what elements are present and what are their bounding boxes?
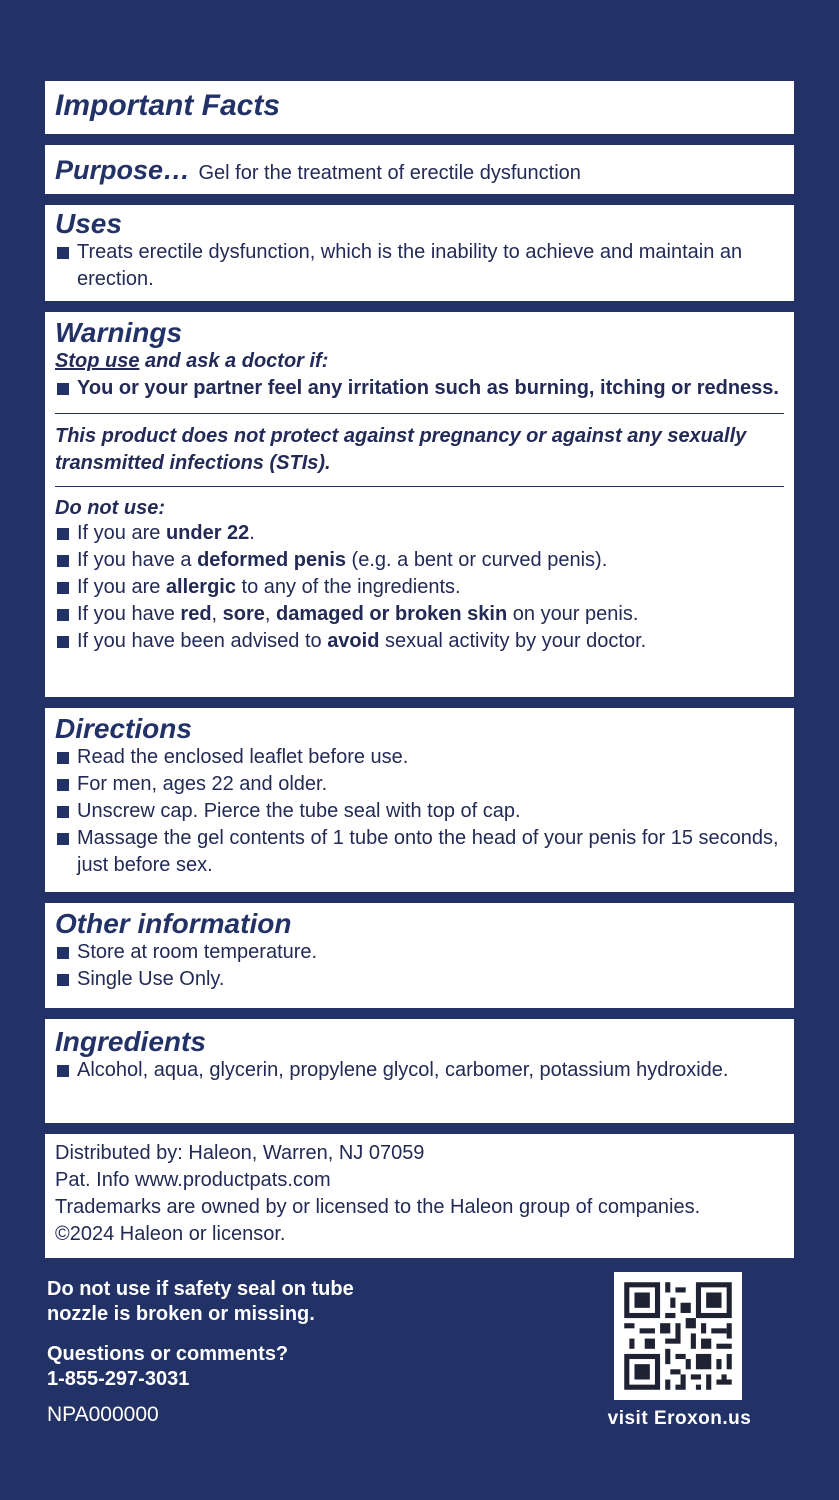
- purpose-panel: [45, 145, 794, 194]
- copyright-line: ©2024 Haleon or licensor.: [55, 1223, 286, 1245]
- ingredients-panel: [45, 1019, 794, 1123]
- ingredients-heading: Ingredients: [55, 1026, 206, 1057]
- list-item: Single Use Only.: [55, 966, 784, 993]
- bullet-square-icon: [57, 528, 69, 540]
- purpose-heading: Purpose…: [55, 155, 191, 185]
- uses-heading: Uses: [55, 208, 122, 239]
- bullet-square-icon: [57, 555, 69, 567]
- visit-website-link[interactable]: visit Eroxon.us: [607, 1408, 752, 1429]
- patent-line: Pat. Info www.productpats.com: [55, 1169, 331, 1191]
- bullet-square-icon: [57, 636, 69, 648]
- other-info-heading: Other information: [55, 908, 292, 939]
- list-item: You or your partner feel any irritation such as burning, itching or redness.: [55, 375, 784, 402]
- divider: [55, 413, 784, 414]
- qr-code-graphic: [614, 1272, 742, 1400]
- stop-use-line: Stop use and ask a doctor if:: [55, 350, 329, 372]
- distribution-panel: [45, 1134, 794, 1258]
- title-panel: [45, 81, 794, 134]
- bullet-square-icon: [57, 609, 69, 621]
- sti-notice: This product does not protect against pregnancy or against any sexually transmitted infections (STIs).: [55, 425, 747, 474]
- directions-heading: Directions: [55, 713, 192, 744]
- bullet-square-icon: [57, 247, 69, 259]
- distributor-line: Distributed by: Haleon, Warren, NJ 07059: [55, 1142, 425, 1164]
- list-item: For men, ages 22 and older.: [55, 771, 784, 798]
- product-code: NPA000000: [47, 1403, 159, 1426]
- list-item: Treats erectile dysfunction, which is the inability to achieve and maintain an erection.: [55, 239, 784, 293]
- questions-label: Questions or comments?: [47, 1343, 289, 1365]
- bullet-square-icon: [57, 1065, 69, 1077]
- warnings-panel: [45, 312, 794, 697]
- bullet-square-icon: [57, 974, 69, 986]
- list-item: Read the enclosed leaflet before use.: [55, 744, 784, 771]
- do-not-use-heading: Do not use:: [55, 497, 165, 519]
- bullet-square-icon: [57, 582, 69, 594]
- uses-panel: [45, 205, 794, 301]
- list-item: Alcohol, aqua, glycerin, propylene glycol, carbomer, potassium hydroxide.: [55, 1057, 784, 1084]
- bullet-square-icon: [57, 833, 69, 845]
- bullet-square-icon: [57, 383, 69, 395]
- list-item: If you have red, sore, damaged or broken skin on your penis.: [55, 601, 784, 628]
- list-item: If you have been advised to avoid sexual activity by your doctor.: [55, 628, 784, 655]
- seal-warning: Do not use if safety seal on tube nozzle is broken or missing.: [47, 1278, 354, 1325]
- divider: [55, 486, 784, 487]
- list-item: Store at room temperature.: [55, 939, 784, 966]
- other-info-panel: [45, 903, 794, 1008]
- qr-code-icon[interactable]: [614, 1272, 742, 1400]
- list-item: If you have a deformed penis (e.g. a bent or curved penis).: [55, 547, 784, 574]
- phone-number: 1-855-297-3031: [47, 1368, 190, 1390]
- purpose-text: Gel for the treatment of erectile dysfunction: [198, 162, 581, 184]
- list-item: If you are allergic to any of the ingredients.: [55, 574, 784, 601]
- warnings-heading: Warnings: [55, 317, 183, 348]
- list-item: Unscrew cap. Pierce the tube seal with top of cap.: [55, 798, 784, 825]
- directions-panel: [45, 708, 794, 892]
- bullet-square-icon: [57, 947, 69, 959]
- bullet-square-icon: [57, 779, 69, 791]
- bullet-square-icon: [57, 806, 69, 818]
- list-item: If you are under 22.: [55, 520, 784, 547]
- bullet-square-icon: [57, 752, 69, 764]
- list-item: Massage the gel contents of 1 tube onto the head of your penis for 15 seconds, just before sex.: [55, 825, 784, 879]
- page-title: Important Facts: [55, 89, 281, 122]
- trademark-line: Trademarks are owned by or licensed to the Haleon group of companies.: [55, 1196, 701, 1218]
